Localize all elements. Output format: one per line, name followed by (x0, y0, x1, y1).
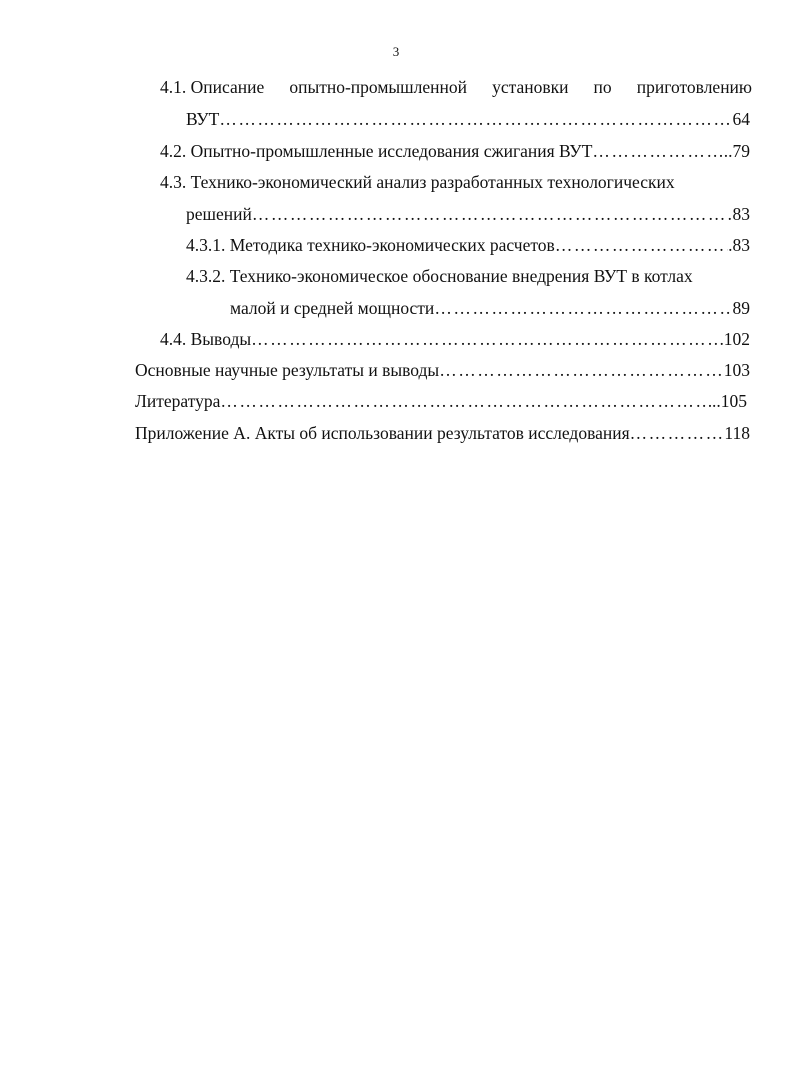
dot-leader (219, 108, 732, 130)
toc-4-3-page: 83 (732, 204, 750, 224)
toc-4-1-word: установки (492, 77, 569, 97)
toc-appendix-page: 118 (724, 423, 750, 443)
dot-leader (630, 422, 725, 444)
toc-4-3-1-title: 4.3.1. Методика технико-экономических расчетов (186, 235, 555, 255)
dot-leader (251, 328, 724, 350)
toc-results-page: 103 (723, 360, 750, 380)
toc-4-3-line2[interactable] (186, 203, 750, 225)
toc-4-1-cont: ВУТ (186, 109, 220, 129)
toc-4-4-page: 102 (723, 329, 750, 349)
toc-literature-page: ..105 (712, 391, 747, 411)
toc-4-3-2-cont: малой и средней мощности (230, 298, 435, 318)
toc-4-1-line2[interactable] (186, 108, 750, 130)
toc-4-4[interactable] (160, 328, 750, 350)
toc-4-3-1[interactable] (186, 234, 750, 256)
dot-leader (439, 359, 724, 381)
toc-4-2[interactable] (160, 140, 750, 162)
toc-4-1-word: опытно-промышленной (289, 77, 467, 97)
toc-4-3-line1: 4.3. Технико-экономический анализ разработанных технологических (160, 172, 675, 192)
toc-4-4-title: 4.4. Выводы (160, 329, 252, 349)
toc-4-3-2-page: 89 (732, 298, 750, 318)
toc-4-3-2-line2[interactable] (230, 297, 750, 319)
toc-literature[interactable] (135, 390, 747, 412)
page-number: 3 (392, 44, 400, 59)
toc-4-2-page: ..79 (723, 141, 750, 161)
dot-leader (252, 203, 733, 225)
toc-4-1-page: 64 (732, 109, 750, 129)
toc-results[interactable] (135, 359, 750, 381)
toc-4-3-2-line1: 4.3.2. Технико-экономическое обоснование внедрения ВУТ в котлах (186, 266, 693, 286)
toc-4-1-word: по (593, 77, 612, 97)
dot-leader (220, 390, 712, 412)
dot-leader (592, 140, 723, 162)
toc-4-1-word: приготовлению (636, 77, 752, 97)
toc-4-1-line1 (160, 76, 752, 98)
toc-appendix[interactable] (135, 422, 750, 444)
toc-literature-title: Литература (135, 391, 221, 411)
toc-results-title: Основные научные результаты и выводы (135, 360, 440, 380)
dot-leader (555, 234, 728, 256)
toc-4-1-word: 4.1. Описание (160, 77, 265, 97)
toc-appendix-title: Приложение А. Акты об использовании результатов исследования (135, 423, 630, 443)
toc-4-2-title: 4.2. Опытно-промышленные исследования сжигания ВУТ (160, 141, 593, 161)
dot-leader (434, 297, 732, 319)
toc-4-3-1-page: .83 (728, 235, 750, 255)
toc-4-3-cont: решений (186, 204, 252, 224)
